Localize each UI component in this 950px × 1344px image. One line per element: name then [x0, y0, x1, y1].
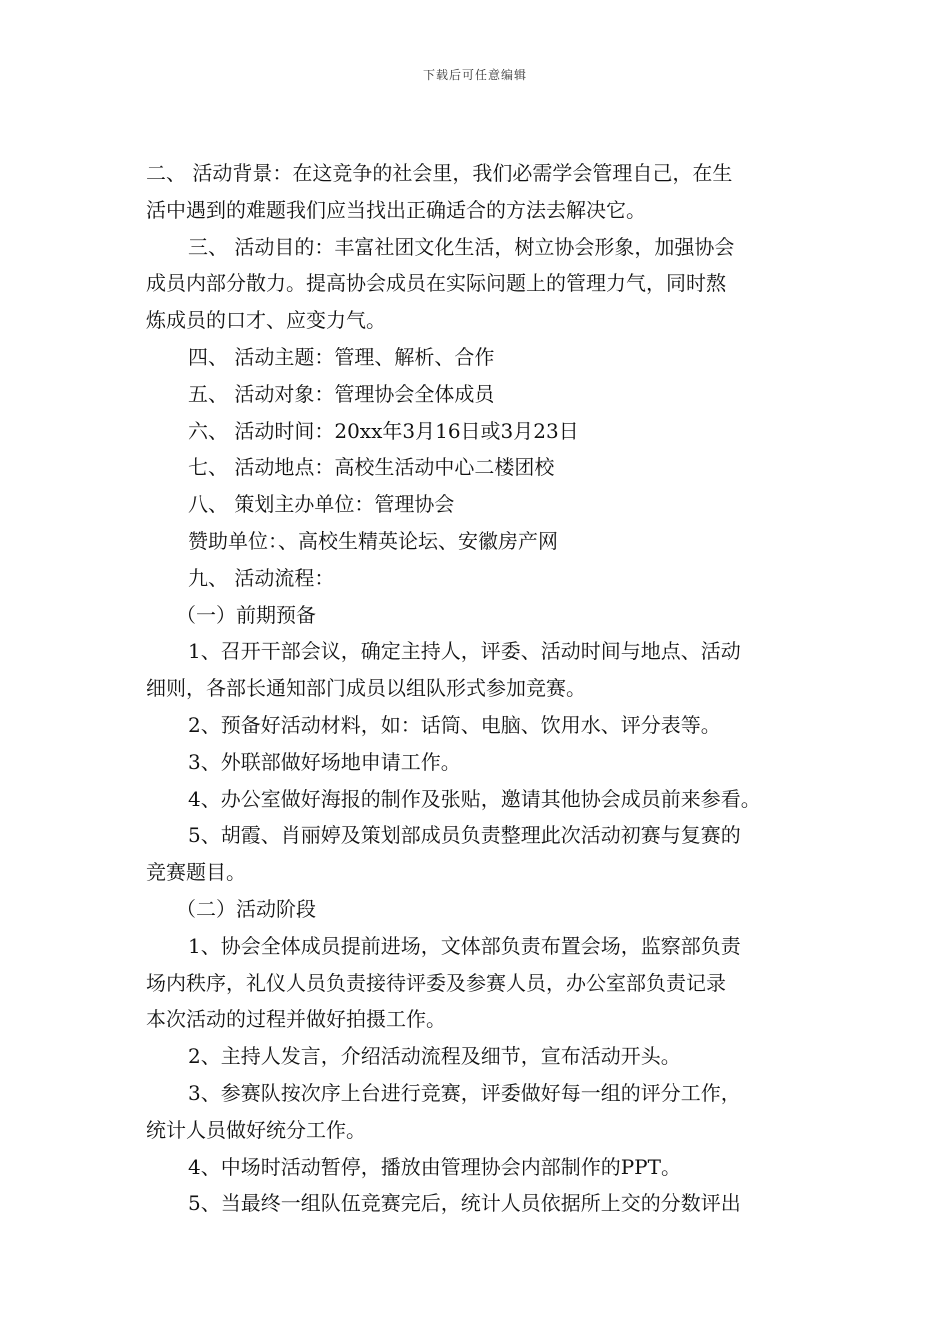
prep-item-3: 3、外联部做好场地申请工作。 [188, 749, 461, 774]
paragraph-purpose-line-1: 三、 活动目的：丰富社团文化生活，树立协会形象，加强协会 [188, 234, 735, 259]
activity-item-3-line-1: 3、参赛队按次序上台进行竞赛，评委做好每一组的评分工作， [188, 1080, 741, 1105]
paragraph-organizer: 八、 策划主办单位：管理协会 [188, 492, 455, 517]
section-activity-heading: （二）活动阶段 [176, 896, 316, 921]
paragraph-location: 七、 活动地点：高校生活动中心二楼团校 [188, 455, 555, 480]
section-preparation-heading: （一）前期预备 [176, 602, 316, 627]
activity-item-1-line-2: 场内秩序，礼仪人员负责接待评委及参赛人员，办公室部负责记录 [146, 970, 726, 995]
paragraph-purpose-line-3: 炼成员的口才、应变力气。 [146, 308, 386, 333]
prep-item-4: 4、办公室做好海报的制作及张贴，邀请其他协会成员前来参看。 [188, 786, 761, 811]
prep-item-2: 2、预备好活动材料，如：话筒、电脑、饮用水、评分表等。 [188, 712, 721, 737]
header-note: 下载后可任意编辑 [422, 68, 527, 82]
paragraph-process-heading: 九、 活动流程： [188, 565, 335, 590]
paragraph-audience: 五、 活动对象：管理协会全体成员 [188, 381, 495, 406]
prep-item-1-line-2: 细则，各部长通知部门成员以组队形式参加竞赛。 [146, 676, 586, 701]
paragraph-background-line-1: 二、 活动背景：在这竞争的社会里，我们必需学会管理自己，在生 [146, 161, 733, 185]
activity-item-1-line-1: 1、协会全体成员提前进场，文体部负责布置会场，监察部负责 [188, 933, 741, 958]
paragraph-time: 六、 活动时间：20xx年3月16日或3月23日 [188, 418, 579, 443]
document-body [146, 155, 810, 1222]
paragraph-background-line-2: 活中遇到的难题我们应当找出正确适合的方法去解决它。 [146, 197, 646, 222]
paragraph-theme: 四、 活动主题：管理、解析、合作 [188, 344, 495, 369]
activity-item-2: 2、主持人发言，介绍活动流程及细节，宣布活动开头。 [188, 1044, 681, 1069]
paragraph-purpose-line-2: 成员内部分散力。提高协会成员在实际问题上的管理力气，同时熬 [146, 271, 726, 296]
activity-item-5: 5、当最终一组队伍竞赛完后，统计人员依据所上交的分数评出 [188, 1191, 741, 1216]
prep-item-1-line-1: 1、召开干部会议，确定主持人，评委、活动时间与地点、活动 [188, 639, 741, 664]
prep-item-5-line-1: 5、胡霞、肖丽婷及策划部成员负责整理此次活动初赛与复赛的 [188, 823, 741, 848]
activity-item-1-line-3: 本次活动的过程并做好拍摄工作。 [146, 1007, 446, 1032]
activity-item-3-line-2: 统计人员做好统分工作。 [146, 1117, 366, 1142]
paragraph-sponsor: 赞助单位：、高校生精英论坛、安徽房产网 [188, 528, 558, 553]
activity-item-4: 4、中场时活动暂停，播放由管理协会内部制作的PPT。 [188, 1154, 681, 1179]
prep-item-5-line-2: 竞赛题目。 [146, 860, 246, 885]
